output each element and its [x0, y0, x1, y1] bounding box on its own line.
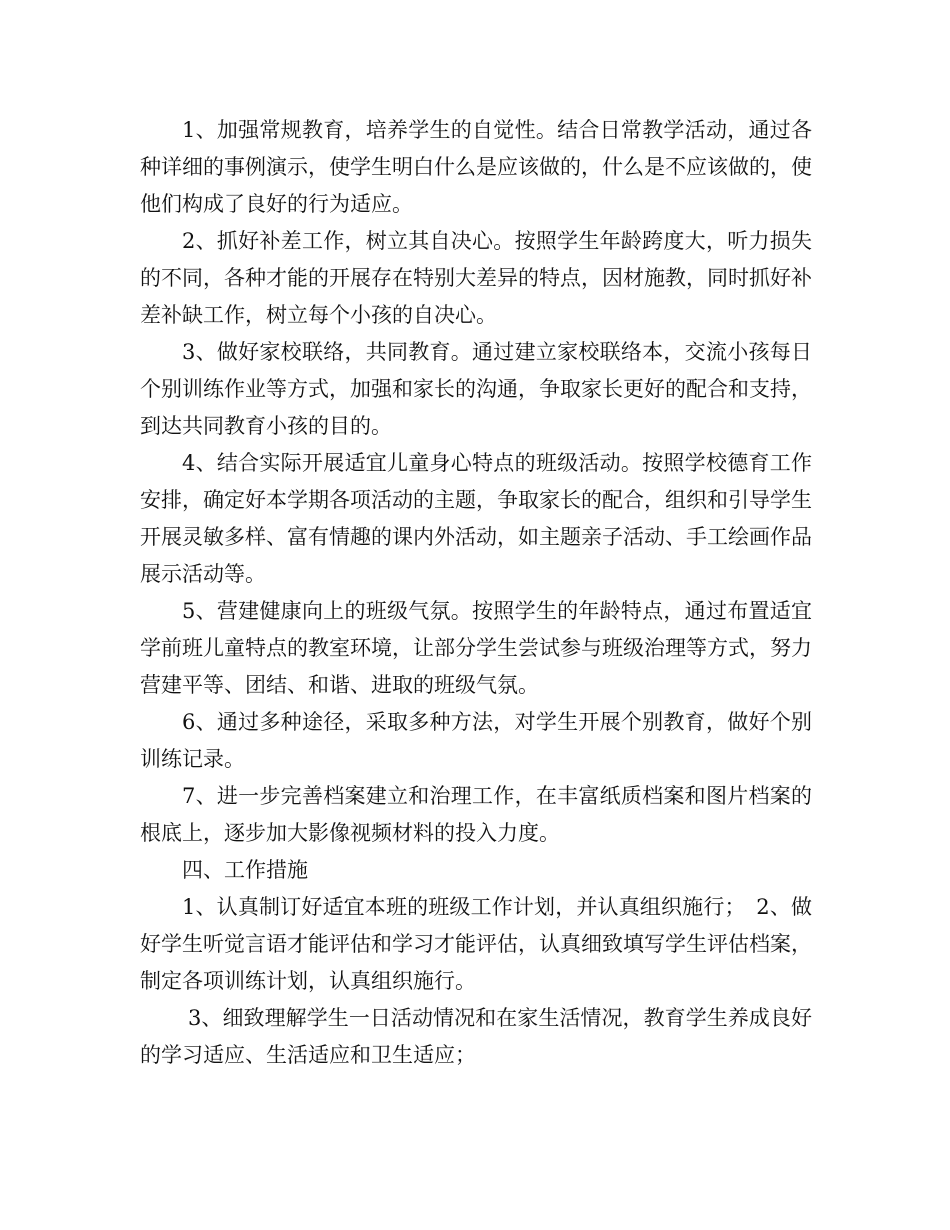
paragraph-8: 1、认真制订好适宜本班的班级工作计划，并认真组织施行； 2、做好学生听觉言语才能评估和学习才能评估，认真细致填写学生评估档案，制定各项训练计划，认真组织施行。 — [140, 895, 812, 993]
section-heading: 四、工作措施 — [182, 858, 308, 882]
paragraph-7: 7、进一步完善档案建立和治理工作，在丰富纸质档案和图片档案的根底上，逐步加大影像视频材料的投入力度。 — [140, 784, 812, 845]
paragraph-9: 3、细致理解学生一日活动情况和在家生活情况，教育学生养成良好的学习适应、生活适应和卫生适应； — [140, 1006, 812, 1067]
paragraph-3: 3、做好家校联络，共同教育。通过建立家校联络本，交流小孩每日个别训练作业等方式，加强和家长的沟通，争取家长更好的配合和支持，到达共同教育小孩的目的。 — [140, 340, 812, 438]
paragraph-6: 6、通过多种途径，采取多种方法，对学生开展个别教育，做好个别训练记录。 — [140, 710, 812, 771]
document-body — [140, 112, 812, 1074]
paragraph-2: 2、抓好补差工作，树立其自决心。按照学生年龄跨度大，听力损失的不同，各种才能的开展存在特别大差异的特点，因材施教，同时抓好补差补缺工作，树立每个小孩的自决心。 — [140, 229, 812, 327]
paragraph-4: 4、结合实际开展适宜儿童身心特点的班级活动。按照学校德育工作安排，确定好本学期各项活动的主题，争取家长的配合，组织和引导学生开展灵敏多样、富有情趣的课内外活动，如主题亲子活动、手工绘画作品展示活动等。 — [140, 451, 812, 586]
paragraph-1: 1、加强常规教育，培养学生的自觉性。结合日常教学活动，通过各种详细的事例演示，使学生明白什么是应该做的，什么是不应该做的，使他们构成了良好的行为适应。 — [140, 118, 812, 216]
paragraph-5: 5、营建健康向上的班级气氛。按照学生的年龄特点，通过布置适宜学前班儿童特点的教室环境，让部分学生尝试参与班级治理等方式，努力营建平等、团结、和谐、进取的班级气氛。 — [140, 599, 812, 697]
